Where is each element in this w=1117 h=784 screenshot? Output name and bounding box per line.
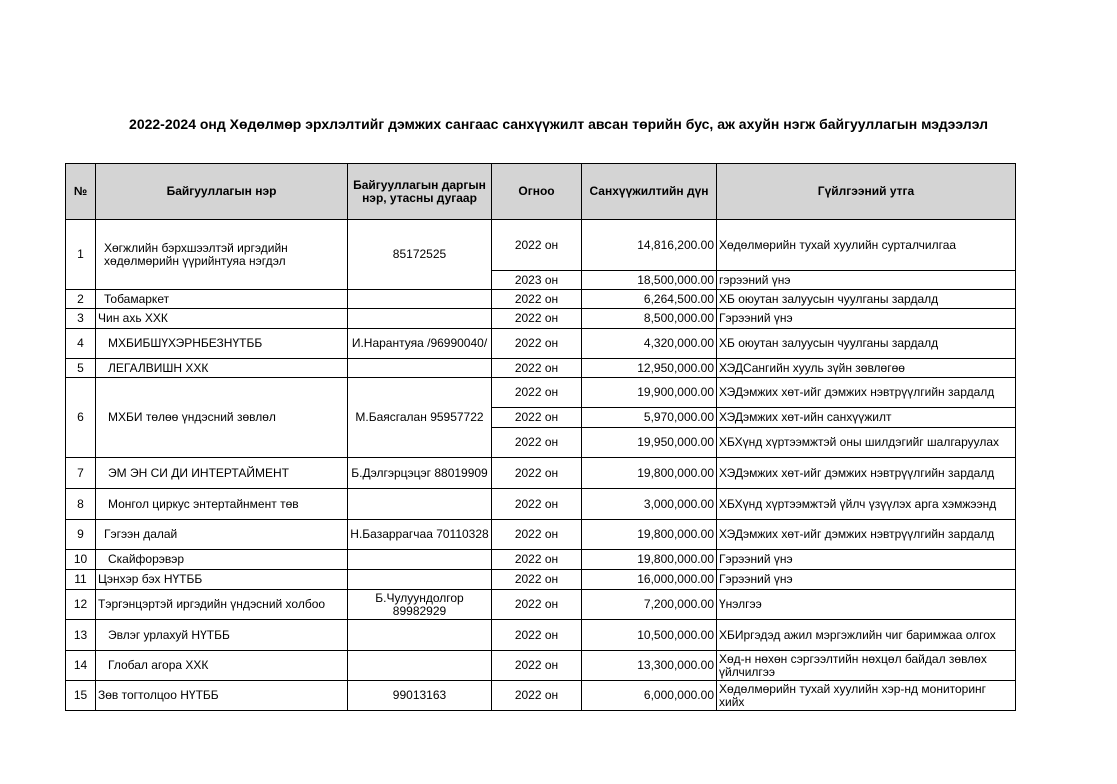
cell-org: Скайфорэвэр [96,550,348,570]
cell-head: 99013163 [348,681,492,711]
col-header-no: № [66,164,96,220]
cell-head: Б.Чулуундолгор 89982929 [348,590,492,620]
cell-amount: 16,000,000.00 [582,570,717,590]
table-row [66,520,1016,550]
cell-no: 12 [66,590,96,620]
cell-purpose: ХБ оюутан залуусын чуулганы зардалд [717,329,1016,359]
table-row [66,458,1016,489]
cell-org: ЛЕГАЛВИШН ХХК [96,359,348,378]
cell-purpose: Хөд-н нөхөн сэргээлтийн нөхцөл байдал зөвлөх үйлчилгээ [717,651,1016,681]
cell-date: 2022 он [492,620,582,651]
cell-head [348,550,492,570]
col-header-purpose: Гүйлгээний утга [717,164,1016,220]
cell-purpose: Хөдөлмөрийн тухай хуулийн хэр-нд мониторинг хийх [717,681,1016,711]
table-row [66,550,1016,570]
cell-head: М.Баясгалан 95957722 [348,378,492,458]
cell-amount: 3,000,000.00 [582,489,717,520]
cell-purpose: Үнэлгээ [717,590,1016,620]
cell-head [348,651,492,681]
cell-no: 8 [66,489,96,520]
cell-amount: 19,900,000.00 [582,378,717,408]
cell-amount: 10,500,000.00 [582,620,717,651]
cell-amount: 4,320,000.00 [582,329,717,359]
cell-amount: 8,500,000.00 [582,309,717,329]
cell-no: 10 [66,550,96,570]
table-row [66,620,1016,651]
cell-amount: 13,300,000.00 [582,651,717,681]
cell-date: 2022 он [492,329,582,359]
cell-head: 85172525 [348,220,492,290]
cell-head [348,309,492,329]
cell-amount: 12,950,000.00 [582,359,717,378]
cell-org: Эвлэг урлахуй НҮТББ [96,620,348,651]
cell-no: 7 [66,458,96,489]
cell-no: 3 [66,309,96,329]
cell-org: Зөв тогтолцоо НҮТББ [96,681,348,711]
cell-purpose: ХЭДСангийн хууль зүйн зөвлөгөө [717,359,1016,378]
cell-head: И.Нарантуяа /96990040/ [348,329,492,359]
cell-no: 6 [66,378,96,458]
cell-no: 9 [66,520,96,550]
funding-table [65,163,1016,711]
cell-purpose: ХЭДэмжих хөт-ийг дэмжих нэвтрүүлгийн зардалд [717,520,1016,550]
table-row [66,290,1016,309]
table-row [66,378,1016,408]
cell-purpose: Хөдөлмөрийн тухай хуулийн сурталчилгаа [717,220,1016,271]
table-row [66,309,1016,329]
cell-no: 15 [66,681,96,711]
cell-org: Монгол циркус энтертайнмент төв [96,489,348,520]
cell-no: 4 [66,329,96,359]
cell-purpose: гэрээний үнэ [717,271,1016,290]
cell-no: 5 [66,359,96,378]
cell-date: 2022 он [492,458,582,489]
cell-head: Б.Дэлгэрцэцэг 88019909 [348,458,492,489]
cell-org: Тэргэнцэртэй иргэдийн үндэсний холбоо [96,590,348,620]
cell-date: 2022 он [492,378,582,408]
cell-amount: 19,800,000.00 [582,458,717,489]
col-header-head: Байгууллагын даргын нэр, утасны дугаар [348,164,492,220]
cell-purpose: ХБ оюутан залуусын чуулганы зардалд [717,290,1016,309]
cell-org: Хөгжлийн бэрхшээлтэй иргэдийн хөдөлмөрийн үүрийнтуяа нэгдэл [96,220,348,290]
cell-purpose: ХЭДэмжих хөт-ийг дэмжих нэвтрүүлгийн зардалд [717,378,1016,408]
cell-amount: 14,816,200.00 [582,220,717,271]
col-header-org: Байгууллагын нэр [96,164,348,220]
cell-head [348,359,492,378]
cell-org: Гэгээн далай [96,520,348,550]
cell-date: 2022 он [492,220,582,271]
cell-head [348,489,492,520]
table-row [66,570,1016,590]
cell-date: 2022 он [492,550,582,570]
cell-purpose: ХБХүнд хүртээмжтэй оны шилдэгийг шалгаруулах [717,428,1016,458]
cell-org: Тобамаркет [96,290,348,309]
cell-org: Глобал агора ХХК [96,651,348,681]
cell-no: 13 [66,620,96,651]
cell-date: 2022 он [492,590,582,620]
cell-purpose: ХЭДэмжих хөт-ийн санхүүжилт [717,408,1016,428]
cell-amount: 19,950,000.00 [582,428,717,458]
cell-date: 2022 он [492,408,582,428]
cell-amount: 5,970,000.00 [582,408,717,428]
cell-date: 2022 он [492,489,582,520]
cell-head [348,290,492,309]
cell-org: ЭМ ЭН СИ ДИ ИНТЕРТАЙМЕНТ [96,458,348,489]
cell-no: 14 [66,651,96,681]
cell-org: Чин ахь ХХК [96,309,348,329]
cell-date: 2023 он [492,271,582,290]
cell-date: 2022 он [492,651,582,681]
table-row [66,590,1016,620]
cell-purpose: ХБХүнд хүртээмжтэй үйлч үзүүлэх арга хэмжээнд [717,489,1016,520]
table-row [66,329,1016,359]
table-row [66,489,1016,520]
cell-amount: 19,800,000.00 [582,550,717,570]
cell-no: 11 [66,570,96,590]
cell-date: 2022 он [492,428,582,458]
cell-date: 2022 он [492,570,582,590]
cell-amount: 7,200,000.00 [582,590,717,620]
cell-date: 2022 он [492,681,582,711]
document-title: 2022-2024 онд Хөдөлмөр эрхлэлтийг дэмжих сангаас санхүүжилт авсан төрийн бус, аж ахуйн нэгж байгууллагын мэдээлэл [129,116,988,132]
cell-amount: 6,264,500.00 [582,290,717,309]
cell-org: МХБИ төлөө үндэсний зөвлөл [96,378,348,458]
cell-head [348,620,492,651]
cell-org: Цэнхэр бэх НҮТББ [96,570,348,590]
table-row [66,359,1016,378]
cell-purpose: Гэрээний үнэ [717,550,1016,570]
cell-purpose: ХБИргэдэд ажил мэргэжлийн чиг баримжаа олгох [717,620,1016,651]
cell-amount: 19,800,000.00 [582,520,717,550]
cell-date: 2022 он [492,359,582,378]
cell-purpose: ХЭДэмжих хөт-ийг дэмжих нэвтрүүлгийн зардалд [717,458,1016,489]
header-row [66,164,1016,220]
cell-no: 2 [66,290,96,309]
table-row [66,220,1016,271]
table-row [66,651,1016,681]
col-header-amount: Санхүүжилтийн дүн [582,164,717,220]
cell-date: 2022 он [492,309,582,329]
cell-no: 1 [66,220,96,290]
cell-amount: 18,500,000.00 [582,271,717,290]
cell-amount: 6,000,000.00 [582,681,717,711]
cell-date: 2022 он [492,520,582,550]
cell-purpose: Гэрээний үнэ [717,309,1016,329]
cell-date: 2022 он [492,290,582,309]
cell-head [348,570,492,590]
cell-purpose: Гэрээний үнэ [717,570,1016,590]
table-row [66,681,1016,711]
cell-head: Н.Базаррагчаа 70110328 [348,520,492,550]
col-header-date: Огноо [492,164,582,220]
cell-org: МХБИБШҮХЭРНБЕЗНҮТББ [96,329,348,359]
